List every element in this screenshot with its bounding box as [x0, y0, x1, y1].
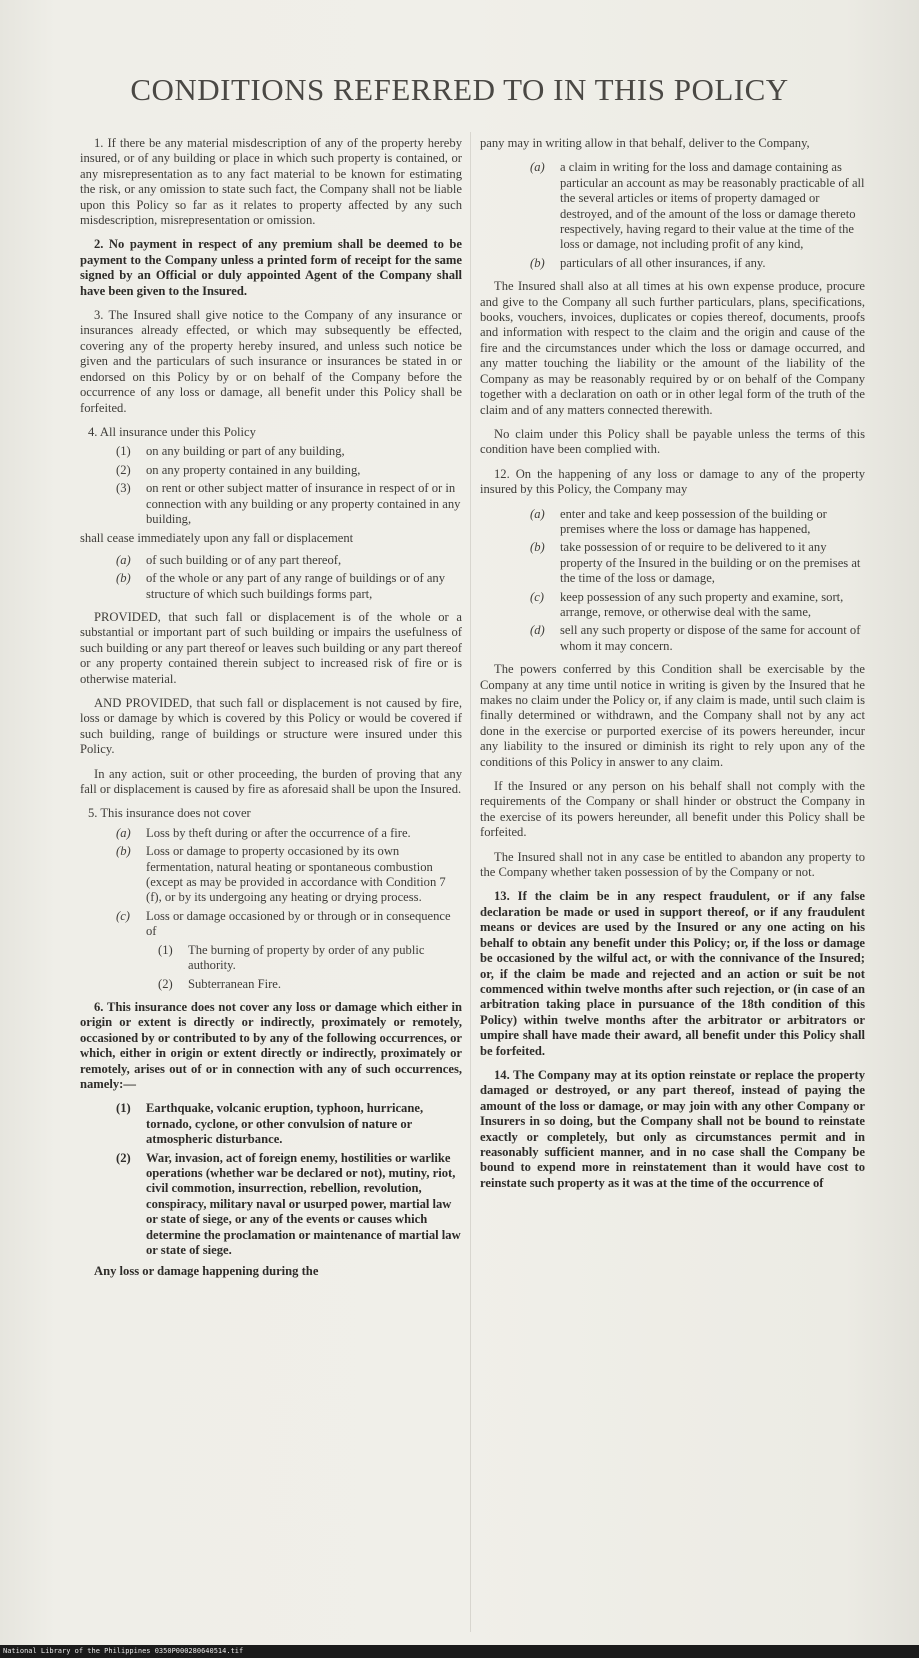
further-particulars: The Insured shall also at all times at his own expense produce, procure and give to the Company all such further particulars, plans, specifications, books, vouchers, invoices, duplicates or copies thereof, documents, proofs and information with respect to the claim and the origin and cause of the fire and the circumstances under which the loss or damage occurred, and any matter touching the liability or the amount of the liability of the Company as may be reasonably required by or on behalf of the Company together with a declaration on oath or in other legal form of the truth of the claim and of any matters connected therewith.: [480, 279, 865, 417]
list-marker: (d): [530, 623, 545, 638]
list-marker: (c): [116, 908, 130, 923]
condition-11-continued: pany may in writing allow in that behalf, deliver to the Company,: [480, 136, 810, 150]
list-marker: (c): [530, 589, 544, 604]
list-text: Earthquake, volcanic eruption, typhoon, hurricane, tornado, cyclone, or other convulsion of nature or atmospheric disturbance.: [146, 1101, 424, 1147]
list-text: of such building or of any part thereof,: [146, 552, 342, 567]
list-text: on any building or part of any building,: [146, 444, 345, 459]
list-text: of the whole or any part of any range of buildings or of any structure of which such buildings forms part,: [146, 571, 446, 601]
condition-11-list: [530, 160, 865, 271]
non-compliance: If the Insured or any person on his behalf shall not comply with the requirements of the Company or shall hinder or obstruct the Company in the exercise of its powers hereunder, all benefit under this Policy shall be forfeited.: [480, 779, 865, 840]
proviso-1: PROVIDED, that such fall or displacement is of the whole or a substantial or important part of such building or impairs the usefulness of such building or any part thereof or leaves such building or any part thereof or any property contained therein subject to increased risk of fire or is otherwise material.: [80, 609, 462, 686]
list-marker: (1): [116, 444, 131, 459]
condition-5-intro: 5. This insurance does not cover: [88, 806, 251, 821]
list-item: [116, 571, 462, 602]
condition-1: 1. If there be any material misdescription of any of the property hereby insured, or of any building or place in which such property is contained, or any misrepresentation as to any fact material to be known for estimating the risk, or any omission to state such fact, the Company shall not be liable upon this Policy so far as it relates to property affected by any such misdescription, misrepresentation or omission.: [80, 136, 462, 228]
list-item: [158, 943, 462, 974]
condition-2: 2. No payment in respect of any premium shall be deemed to be payment to the Company unless a printed form of receipt for the same signed by an Official or duly appointed Agent of the Company shall have been given to the Insured.: [80, 237, 462, 298]
proviso-2: AND PROVIDED, that such fall or displacement is not caused by fire, loss or damage by which is covered by this Policy or would be covered if such building, range of buildings or structure were insured under this Policy.: [80, 696, 462, 757]
list-text: Loss or damage occasioned by or through or in consequence of: [146, 908, 451, 939]
condition-6: 6. This insurance does not cover any loss or damage which either in origin or extent is directly or indirectly, proximately or remotely, occasioned by or contributed to by any of the following occurrences, or which, either in origin or extent directly or indirectly, proximately or remotely, arises out of or in connection with any of such occurrences, namely:—: [80, 999, 462, 1091]
condition-4-intro: 4. All insurance under this Policy: [88, 424, 256, 439]
list-item: [116, 1101, 462, 1147]
condition-3: 3. The Insured shall give notice to the Company of any insurance or insurances already effected, or which may subsequently be effected, covering any of the property hereby insured, and unless such notice be given and the particulars of such insurance or insurances be stated in or endorsed on this Policy by or on behalf of the Company before the occurrence of any loss or damage, all benefit under this Policy shall be forfeited.: [80, 308, 462, 415]
list-item: [530, 590, 865, 621]
condition-14: 14. The Company may at its option reinstate or replace the property damaged or destroyed, or any part thereof, instead of paying the amount of the loss or damage, or may join with any other Company or Insurers in so doing, but the Company shall not be bound to reinstate exactly or completely, but only as circumstances permit and in reasonably sufficient manner, and in no case shall the Company be bound to expend more in reinstatement than it would have cost to reinstate such property as it was at the time of the occurrence of: [480, 1067, 865, 1190]
condition-6-list: [116, 1101, 462, 1258]
list-item: [116, 463, 462, 478]
list-item: [116, 826, 462, 841]
scan-footer: [0, 1645, 919, 1658]
powers-conferred: The powers conferred by this Condition shall be exercisable by the Company at any time until notice in writing is given by the Insured that he makes no claim under the Policy or, if any claim is made, until such claim is finally determined or withdrawn, and the Company shall not by any act done in the exercise or purported exercise of its powers hereunder, incur any liability to the insured or diminish its right to rely upon any of the conditions of this Policy in answer to any claim.: [480, 662, 865, 769]
list-item: [530, 507, 865, 538]
list-marker: (2): [116, 1150, 131, 1165]
list-marker: (2): [158, 976, 173, 991]
left-column: [80, 136, 462, 1289]
condition-4-sublist: [116, 553, 462, 602]
list-item: [116, 844, 462, 906]
list-text: sell any such property or dispose of the same for account of whom it may concern.: [560, 623, 861, 653]
no-claim-payable: No claim under this Policy shall be payable unless the terms of this condition have been complied with.: [480, 426, 865, 457]
list-marker: (a): [530, 506, 545, 521]
list-item: [116, 481, 462, 527]
burden-of-proof: In any action, suit or other proceeding, the burden of proving that any fall or displacement is caused by fire as aforesaid shall be upon the Insured.: [80, 766, 462, 797]
right-column: [480, 136, 865, 1200]
list-item: [530, 623, 865, 654]
list-item: [116, 553, 462, 568]
list-text: take possession of or require to be delivered to it any property of the Insured in the building or on the premises at the time of the loss or damage,: [560, 540, 861, 586]
list-marker: (1): [158, 942, 173, 957]
condition-6-tail: Any loss or damage happening during the: [94, 1264, 319, 1279]
footer-text: National Library of the Philippines 0350P000280640514.tif: [3, 1647, 244, 1655]
list-marker: (3): [116, 481, 131, 496]
list-item: [158, 977, 462, 992]
list-text: The burning of property by order of any public authority.: [188, 942, 425, 973]
list-text: on rent or other subject matter of insurance in respect of or in connection with any building or any property contained in any building,: [146, 481, 461, 526]
list-item: [530, 256, 865, 271]
condition-4-cease: shall cease immediately upon any fall or displacement: [80, 531, 354, 546]
list-marker: (a): [116, 552, 131, 567]
list-text: Loss by theft during or after the occurrence of a fire.: [146, 825, 411, 840]
list-text: particulars of all other insurances, if any.: [560, 255, 766, 270]
list-text: Loss or damage to property occasioned by its own fermentation, natural heating or spontaneous combustion (except as may be provided in accordance with Condition 7 (f), or by its undergoing any heating or drying process.: [146, 844, 446, 905]
list-item: [116, 909, 462, 940]
condition-5c-list: [158, 943, 462, 992]
condition-4-list: [116, 444, 462, 527]
list-marker: (a): [116, 825, 131, 840]
condition-12-intro: 12. On the happening of any loss or damage to any of the property insured by this Policy, the Company may: [480, 466, 865, 497]
list-text: enter and take and keep possession of the building or premises where the loss or damage has happened,: [560, 506, 827, 536]
list-marker: (b): [116, 844, 131, 859]
list-item: [116, 444, 462, 459]
list-text: on any property contained in any building,: [146, 462, 361, 477]
list-marker: (b): [530, 540, 545, 555]
list-item: [530, 540, 865, 586]
list-marker: (a): [530, 160, 545, 175]
list-text: War, invasion, act of foreign enemy, hostilities or warlike operations (whether war be declared or not), mutiny, riot, civil commotion, insurrection, rebellion, revolution, conspiracy, military naval or usurped power, martial law or state of siege, or any of the events or causes which determine the proclamation or maintenance of martial law or state of siege.: [146, 1150, 461, 1257]
list-item: [116, 1151, 462, 1259]
list-text: keep possession of any such property and examine, sort, arrange, remove, or otherwise deal with the same,: [560, 589, 844, 619]
list-marker: (2): [116, 462, 131, 477]
list-text: a claim in writing for the loss and damage containing as particular an account as may be reasonably practicable of all the several articles or items of property damaged or destroyed, and of the amount of the loss or damage thereto respectively, having regard to their value at the time of the loss or damage, not including profit of any kind,: [560, 160, 865, 252]
condition-5-list: [116, 826, 462, 940]
condition-12-list: [530, 507, 865, 655]
list-marker: (b): [116, 571, 131, 586]
page-title: CONDITIONS REFERRED TO IN THIS POLICY: [130, 72, 789, 107]
column-divider: [470, 132, 471, 1632]
list-item: [530, 160, 865, 252]
list-marker: (b): [530, 255, 545, 270]
condition-13: 13. If the claim be in any respect fraudulent, or if any false declaration be made or used in support thereof, or if any fraudulent means or devices are used by the Insured or any one acting on his behalf to obtain any benefit under this Policy; or, if the loss or damage be occasioned by the wilful act, or with the connivance of the Insured; or, if the claim be made and rejected and an action or suit be not commenced within twelve months after such rejection, or (in case of an arbitration taking place in pursuance of the 18th condition of this Policy) within twelve months after the arbitrator or arbitrators or umpire shall have made their award, all benefit under this Policy shall be forfeited.: [480, 889, 865, 1058]
list-marker: (1): [116, 1101, 131, 1116]
list-text: Subterranean Fire.: [188, 976, 282, 991]
no-abandonment: The Insured shall not in any case be entitled to abandon any property to the Company whether taken possession of by the Company or not.: [480, 849, 865, 880]
